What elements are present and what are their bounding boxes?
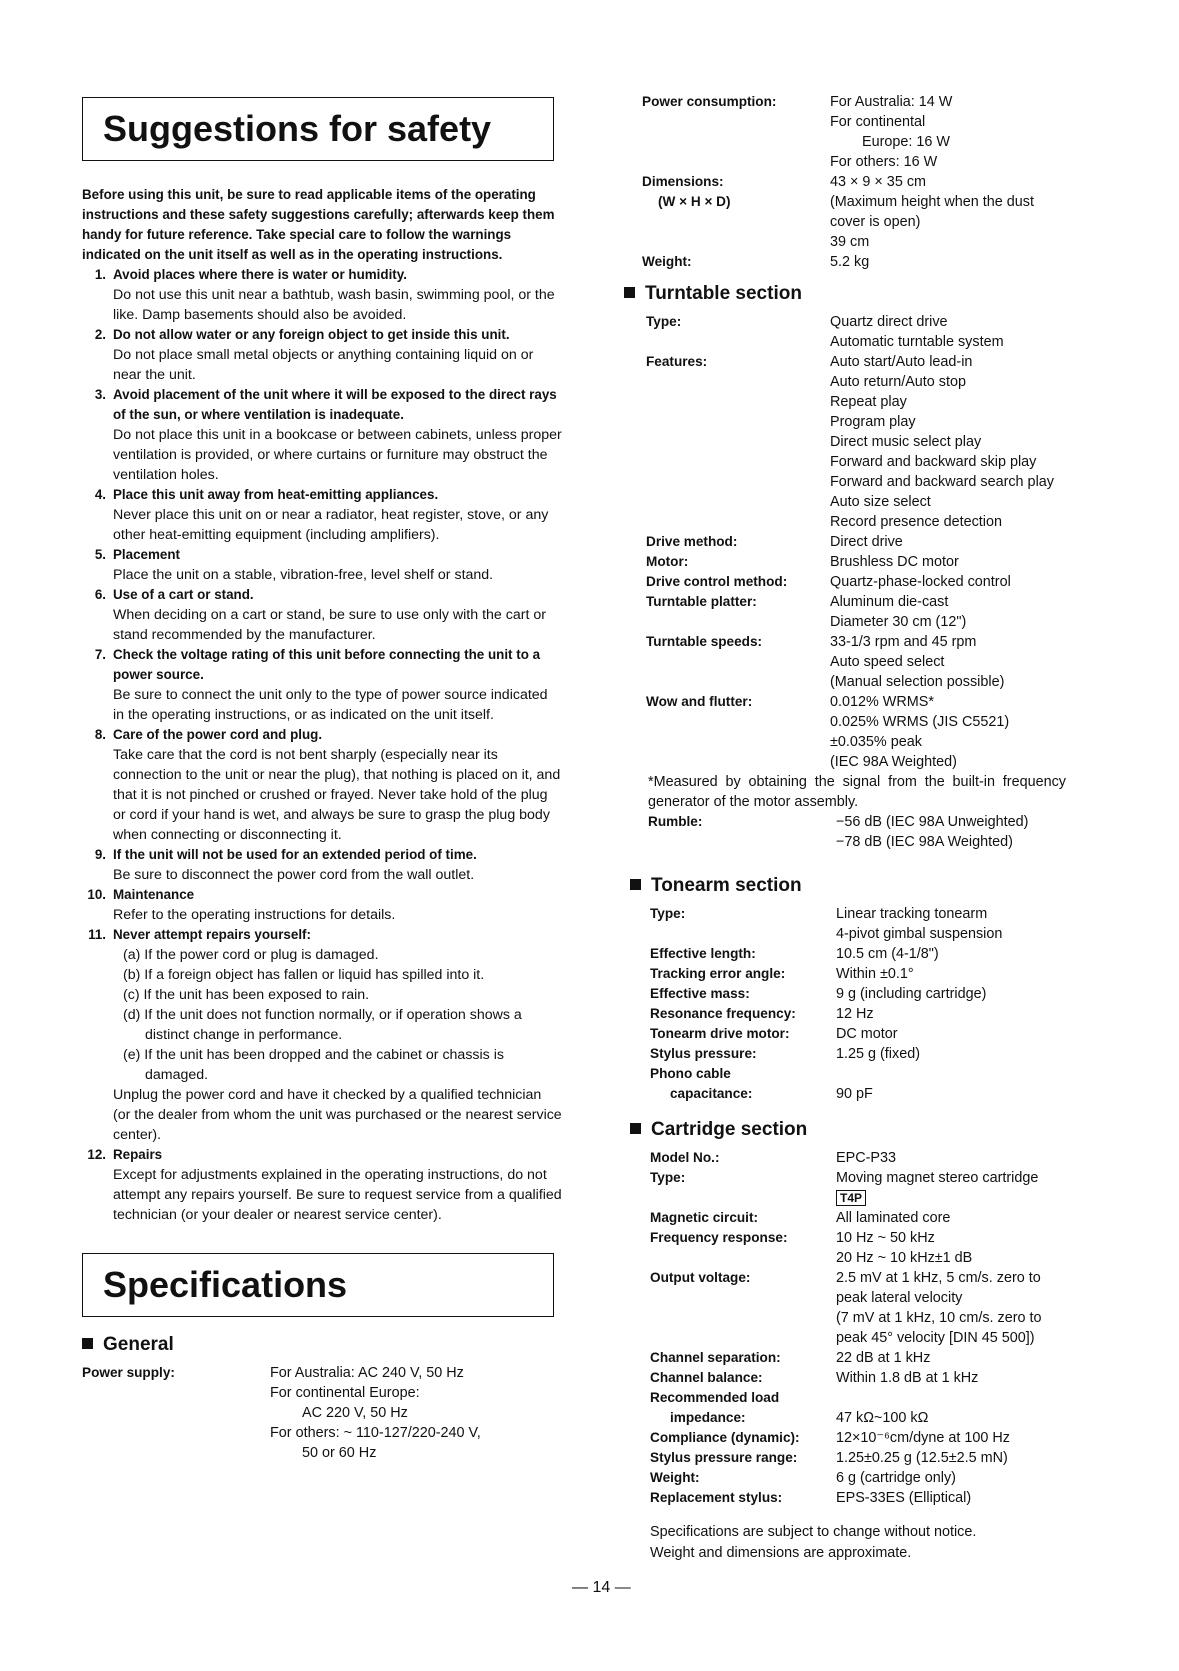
value-line: 9 g (including cartridge) — [836, 986, 987, 1002]
t4p-logo-icon: T4P — [836, 1190, 866, 1206]
value-line: 12 Hz — [836, 1006, 874, 1022]
spec-row — [642, 632, 1142, 692]
value-line: Quartz-phase-locked control — [830, 574, 1011, 590]
spec-row — [642, 1428, 1142, 1448]
item-number: 2. — [94, 327, 106, 342]
spec-row — [642, 352, 1142, 532]
value-line: (7 mV at 1 kHz, 10 cm/s. zero to — [836, 1310, 1042, 1326]
weight-row — [642, 252, 1142, 272]
safety-item — [82, 545, 562, 585]
rumble-value — [836, 812, 1142, 852]
item-number: 1. — [94, 267, 106, 282]
phono-cable-row — [642, 1064, 1142, 1104]
value-line: For Australia: AC 240 V, 50 Hz — [270, 1365, 464, 1381]
cartridge-heading-text: Cartridge section — [651, 1119, 808, 1140]
spec-value — [830, 572, 1142, 592]
item-number: 5. — [94, 547, 106, 562]
spec-row — [642, 1004, 1142, 1024]
dimensions-row — [642, 172, 1142, 252]
spec-row — [642, 1044, 1142, 1064]
value-line: 0.025% WRMS (JIS C5521) — [830, 714, 1010, 730]
spec-row — [642, 532, 1142, 552]
power-supply-row — [82, 1363, 562, 1463]
item-sublist — [113, 945, 562, 1085]
item-heading: Never attempt repairs yourself: — [113, 927, 311, 942]
spec-value — [830, 532, 1142, 552]
safety-item — [82, 385, 562, 485]
spec-value — [830, 552, 1142, 572]
model-row — [642, 1148, 1142, 1168]
weight-value: 5.2 kg — [830, 254, 870, 270]
item-number: 4. — [94, 487, 106, 502]
item-number: 7. — [94, 647, 106, 662]
specifications-title: Specifications — [82, 1253, 554, 1317]
value-line: 2.5 mV at 1 kHz, 5 cm/s. zero to — [836, 1270, 1041, 1286]
spec-label: Features: — [646, 354, 708, 369]
value-line: Europe: 16 W — [862, 134, 950, 150]
spec-value — [836, 1428, 1142, 1448]
safety-title: Suggestions for safety — [82, 97, 554, 161]
cartridge-spec-list — [642, 1208, 1142, 1388]
item-heading: Placement — [113, 547, 180, 562]
value-line: Auto start/Auto lead-in — [830, 354, 973, 370]
turntable-heading-text: Turntable section — [645, 283, 802, 304]
spec-label: Drive control method: — [646, 574, 788, 589]
power-supply-label: Power supply: — [82, 1365, 175, 1380]
bullet-square-icon — [630, 1123, 641, 1134]
item-body: Do not place small metal objects or anything containing liquid on or near the unit. — [113, 347, 534, 383]
safety-item — [82, 485, 562, 545]
spec-label: Weight: — [650, 1470, 700, 1485]
spec-label: Output voltage: — [650, 1270, 751, 1285]
value-line: Within ±0.1° — [836, 966, 914, 982]
value-line: Repeat play — [830, 394, 907, 410]
spec-label: Wow and flutter: — [646, 694, 753, 709]
safety-item — [82, 265, 562, 325]
item-heading: Care of the power cord and plug. — [113, 727, 323, 742]
spec-value — [836, 1208, 1142, 1228]
value-line: 0.012% WRMS* — [830, 694, 934, 710]
value-line: Linear tracking tonearm — [836, 906, 988, 922]
spec-label: Tracking error angle: — [650, 966, 786, 981]
notice-line: Specifications are subject to change without notice. — [650, 1524, 977, 1540]
spec-label: Tonearm drive motor: — [650, 1026, 790, 1041]
item-body: Do not use this unit near a bathtub, wash basin, swimming pool, or the like. Damp basements should also be avoided. — [113, 287, 555, 323]
item-body: Unplug the power cord and have it checked by a qualified technician (or the dealer from whom the unit was purchased or the nearest service center). — [113, 1087, 562, 1143]
value-line: (Maximum height when the dust — [830, 194, 1034, 210]
value-line: Auto speed select — [830, 654, 945, 670]
item-body: When deciding on a cart or stand, be sure to use only with the cart or stand recommended by the manufacturer. — [113, 607, 546, 643]
value-line: Auto return/Auto stop — [830, 374, 966, 390]
safety-list — [82, 265, 562, 1225]
dimensions-label — [642, 172, 830, 252]
value-line: Forward and backward search play — [830, 474, 1054, 490]
right-column — [642, 92, 1142, 1564]
item-heading: Avoid places where there is water or humidity. — [113, 267, 407, 282]
item-subpoint: (d) If the unit does not function normally, or if operation shows a distinct change in performance. — [123, 1007, 522, 1043]
power-supply-value — [270, 1363, 562, 1463]
spec-row — [642, 572, 1142, 592]
cartridge-heading — [630, 1118, 1142, 1142]
item-body: Be sure to connect the unit only to the type of power source indicated in the operating instructions, or as indicated on the unit itself. — [113, 687, 548, 723]
item-body: Take care that the cord is not bent sharply (especially near its connection to the unit or near the plug), that nothing is placed on it, and that it is not pinched or crushed or frayed. Never take hold of the plug or cord if your hand is wet, and always be sure to grasp the plug body when connecting or disconnecting it. — [113, 747, 561, 843]
value-line: −78 dB (IEC 98A Weighted) — [836, 834, 1013, 850]
load-impedance-label — [642, 1388, 836, 1428]
value-line: 33-1/3 rpm and 45 rpm — [830, 634, 977, 650]
cartridge-spec-list-2 — [642, 1428, 1142, 1508]
spec-label: Type: — [646, 314, 682, 329]
safety-item — [82, 585, 562, 645]
spec-label: Compliance (dynamic): — [650, 1430, 800, 1445]
value-line: 50 or 60 Hz — [302, 1445, 377, 1461]
spec-label: Stylus pressure: — [650, 1046, 757, 1061]
spec-value — [836, 1044, 1142, 1064]
spec-row — [642, 1228, 1142, 1268]
load-label-line1: Recommended load — [650, 1390, 780, 1405]
spec-value — [836, 1368, 1142, 1388]
item-heading: Use of a cart or stand. — [113, 587, 254, 602]
spec-label: Turntable speeds: — [646, 634, 763, 649]
value-line: (IEC 98A Weighted) — [830, 754, 957, 770]
dimensions-label-line1: Dimensions: — [642, 174, 724, 189]
spec-label: Drive method: — [646, 534, 738, 549]
model-value: EPC-P33 — [836, 1150, 896, 1166]
item-heading: Avoid placement of the unit where it will be exposed to the direct rays of the sun, or where ventilation is inadequate. — [113, 387, 557, 422]
spec-label: Stylus pressure range: — [650, 1450, 798, 1465]
load-label-line2: impedance: — [670, 1410, 746, 1425]
value-line: 4-pivot gimbal suspension — [836, 926, 1003, 942]
value-line: peak lateral velocity — [836, 1290, 963, 1306]
spec-row — [642, 984, 1142, 1004]
item-number: 8. — [94, 727, 106, 742]
item-heading: Repairs — [113, 1147, 163, 1162]
value-line: AC 220 V, 50 Hz — [302, 1405, 408, 1421]
value-line: −56 dB (IEC 98A Unweighted) — [836, 814, 1029, 830]
value-line: Automatic turntable system — [830, 334, 1004, 350]
spec-row — [642, 964, 1142, 984]
item-number: 11. — [88, 927, 106, 942]
safety-item — [82, 925, 562, 1145]
value-line: All laminated core — [836, 1210, 951, 1226]
dimensions-label-line2: (W × H × D) — [658, 194, 731, 209]
phono-cable-label — [642, 1064, 836, 1104]
spec-value — [836, 1348, 1142, 1368]
item-body: Do not place this unit in a bookcase or between cabinets, unless proper ventilation is provided, or where curtains or furniture may obstruct the ventilation holes. — [113, 427, 562, 483]
item-subpoint: (e) If the unit has been dropped and the cabinet or chassis is damaged. — [123, 1047, 504, 1083]
spec-value — [830, 632, 1142, 692]
safety-item — [82, 845, 562, 885]
spec-label: Effective mass: — [650, 986, 750, 1001]
spec-label: Type: — [650, 906, 686, 921]
weight-label: Weight: — [642, 254, 692, 269]
spec-label: Frequency response: — [650, 1230, 788, 1245]
value-line: For continental Europe: — [270, 1385, 420, 1401]
spec-row — [642, 1024, 1142, 1044]
spec-value — [830, 592, 1142, 632]
value-line: 20 Hz ~ 10 kHz±1 dB — [836, 1250, 973, 1266]
spec-value — [836, 1448, 1142, 1468]
model-label: Model No.: — [650, 1150, 720, 1165]
spec-label: Channel separation: — [650, 1350, 781, 1365]
value-line: Quartz direct drive — [830, 314, 948, 330]
dimensions-value — [830, 172, 1142, 252]
value-line: cover is open) — [830, 214, 921, 230]
value-line: (Manual selection possible) — [830, 674, 1005, 690]
spec-row — [642, 1268, 1142, 1348]
spec-value — [830, 692, 1142, 772]
safety-item — [82, 1145, 562, 1225]
value-line: Program play — [830, 414, 916, 430]
wow-flutter-footnote: *Measured by obtaining the signal from the built-in frequency generator of the motor assembly. — [648, 774, 1066, 810]
value-line: Direct music select play — [830, 434, 982, 450]
bullet-square-icon — [624, 287, 635, 298]
item-number: 9. — [94, 847, 106, 862]
spec-row — [642, 1468, 1142, 1488]
rumble-label: Rumble: — [648, 814, 703, 829]
value-line: DC motor — [836, 1026, 898, 1042]
value-line: For continental — [830, 114, 926, 130]
tonearm-heading — [630, 874, 1142, 898]
bullet-square-icon — [82, 1338, 93, 1349]
rumble-row — [642, 812, 1142, 852]
tonearm-spec-list — [642, 904, 1142, 1064]
spec-label: Magnetic circuit: — [650, 1210, 759, 1225]
value-line: 43 × 9 × 35 cm — [830, 174, 926, 190]
item-number: 10. — [87, 887, 106, 902]
item-body: Never place this unit on or near a radiator, heat register, stove, or any other heat-emitting equipment (including amplifiers). — [113, 507, 549, 543]
value-line: Moving magnet stereo cartridge — [836, 1170, 1039, 1186]
phono-cable-value: 90 pF — [836, 1086, 873, 1102]
value-line: 22 dB at 1 kHz — [836, 1350, 931, 1366]
item-body: Except for adjustments explained in the operating instructions, do not attempt any repairs yourself. Be sure to request service from a qualified technician (or your dealer or nearest service center). — [113, 1167, 562, 1223]
item-body: Be sure to disconnect the power cord from the wall outlet. — [113, 867, 475, 883]
spec-row — [642, 944, 1142, 964]
spec-row — [642, 552, 1142, 572]
general-heading-text: General — [103, 1334, 174, 1355]
value-line: For Australia: 14 W — [830, 94, 953, 110]
power-consumption-label: Power consumption: — [642, 94, 777, 109]
value-line: 12×10⁻⁶cm/dyne at 100 Hz — [836, 1430, 1010, 1446]
item-body: Refer to the operating instructions for details. — [113, 907, 396, 923]
spec-value — [836, 944, 1142, 964]
safety-intro: Before using this unit, be sure to read applicable items of the operating instructions and these safety suggestions carefully; afterwards keep them handy for future reference. Take special care to follow the warnings indicated on the unit itself as well as in the operating instructions. — [82, 187, 555, 262]
safety-item — [82, 885, 562, 925]
spec-label: Motor: — [646, 554, 689, 569]
turntable-spec-list — [642, 312, 1142, 772]
safety-item — [82, 725, 562, 845]
value-line: peak 45° velocity [DIN 45 500]) — [836, 1330, 1035, 1346]
item-number: 6. — [94, 587, 106, 602]
item-subpoint: (c) If the unit has been exposed to rain. — [123, 987, 370, 1003]
value-line: ±0.035% peak — [830, 734, 922, 750]
value-line: EPS-33ES (Elliptical) — [836, 1490, 972, 1506]
phono-label-line1: Phono cable — [650, 1066, 731, 1081]
spec-row — [642, 1488, 1142, 1508]
spec-value — [836, 1468, 1142, 1488]
item-heading: Do not allow water or any foreign object to get inside this unit. — [113, 327, 510, 342]
spec-label: Channel balance: — [650, 1370, 763, 1385]
safety-item — [82, 325, 562, 385]
cartridge-type-label: Type: — [650, 1170, 686, 1185]
spec-row — [642, 1368, 1142, 1388]
value-line: Auto size select — [830, 494, 931, 510]
phono-label-line2: capacitance: — [670, 1086, 753, 1101]
item-body: Place the unit on a stable, vibration-free, level shelf or stand. — [113, 567, 494, 583]
spec-value — [836, 1004, 1142, 1024]
value-line: Diameter 30 cm (12") — [830, 614, 967, 630]
spec-row — [642, 592, 1142, 632]
load-impedance-value: 47 kΩ~100 kΩ — [836, 1410, 929, 1426]
item-number: 12. — [87, 1147, 106, 1162]
item-heading: If the unit will not be used for an extended period of time. — [113, 847, 477, 862]
spec-row — [642, 312, 1142, 352]
spec-value — [830, 312, 1142, 352]
notice-line: Weight and dimensions are approximate. — [650, 1545, 912, 1561]
spec-value — [836, 964, 1142, 984]
specs-notice — [642, 1522, 1142, 1564]
spec-value — [836, 1488, 1142, 1508]
item-subpoint: (a) If the power cord or plug is damaged. — [123, 947, 379, 963]
spec-value — [830, 352, 1142, 532]
value-line: Forward and backward skip play — [830, 454, 1037, 470]
general-heading — [82, 1333, 562, 1357]
value-line: 1.25 g (fixed) — [836, 1046, 920, 1062]
cartridge-type-value — [836, 1168, 1142, 1208]
safety-item — [82, 645, 562, 725]
spec-value — [836, 1024, 1142, 1044]
turntable-heading — [624, 282, 1142, 306]
spec-value — [836, 904, 1142, 944]
spec-label: Effective length: — [650, 946, 756, 961]
value-line: 39 cm — [830, 234, 870, 250]
spec-label: Replacement stylus: — [650, 1490, 783, 1505]
value-line: For others: ~ 110-127/220-240 V, — [270, 1425, 481, 1441]
spec-row — [642, 904, 1142, 944]
page-number: — 14 — — [572, 1579, 631, 1596]
item-number: 3. — [94, 387, 106, 402]
cartridge-type-row — [642, 1168, 1142, 1208]
spec-row — [642, 692, 1142, 772]
power-consumption-value — [830, 92, 1142, 172]
left-column — [82, 97, 562, 1463]
power-consumption-row — [642, 92, 1142, 172]
tonearm-heading-text: Tonearm section — [651, 875, 802, 896]
item-subpoint: (b) If a foreign object has fallen or liquid has spilled into it. — [123, 967, 485, 983]
value-line: Within 1.8 dB at 1 kHz — [836, 1370, 979, 1386]
value-line: 10 Hz ~ 50 kHz — [836, 1230, 935, 1246]
value-line: Direct drive — [830, 534, 903, 550]
spec-value — [836, 1268, 1142, 1348]
value-line: Aluminum die-cast — [830, 594, 949, 610]
spec-value — [836, 1228, 1142, 1268]
value-line: For others: 16 W — [830, 154, 938, 170]
item-heading: Check the voltage rating of this unit before connecting the unit to a power source. — [113, 647, 541, 682]
bullet-square-icon — [630, 879, 641, 890]
value-line: Record presence detection — [830, 514, 1002, 530]
spec-label: Turntable platter: — [646, 594, 757, 609]
value-line: 1.25±0.25 g (12.5±2.5 mN) — [836, 1450, 1008, 1466]
load-impedance-row — [642, 1388, 1142, 1428]
spec-value — [836, 984, 1142, 1004]
value-line: 6 g (cartridge only) — [836, 1470, 956, 1486]
item-heading: Place this unit away from heat-emitting appliances. — [113, 487, 439, 502]
item-heading: Maintenance — [113, 887, 195, 902]
value-line: 10.5 cm (4-1/8") — [836, 946, 939, 962]
spec-row — [642, 1208, 1142, 1228]
spec-row — [642, 1348, 1142, 1368]
value-line: Brushless DC motor — [830, 554, 959, 570]
spec-row — [642, 1448, 1142, 1468]
spec-label: Resonance frequency: — [650, 1006, 796, 1021]
